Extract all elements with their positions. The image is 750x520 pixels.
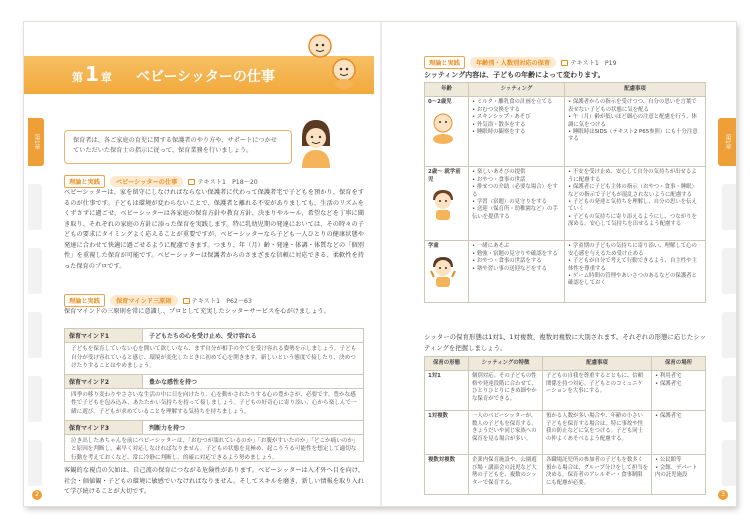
text-reference: テキスト1 P19 <box>561 58 616 67</box>
side-tab-ghost <box>28 184 42 230</box>
column-header: 年齢 <box>425 83 469 97</box>
notes-cell: 預かる人数が多い場合や、年齢の小さい子どもを保育する場合は、特に事故や怪我の防止などに気をつける。子ども同士の仲よくあそべるよう配慮する。 <box>543 411 652 455</box>
column-header: 保育の場所 <box>652 357 706 371</box>
page-number: 3 <box>718 490 728 500</box>
side-tab-ghost <box>28 440 42 486</box>
table-row <box>425 371 706 411</box>
side-tab-ghost <box>722 248 736 294</box>
column-header: シッティングの特徴 <box>469 357 543 371</box>
mind-row <box>65 329 363 343</box>
age-label: 2歳～ 就学前児 <box>428 169 461 183</box>
age-label: 0～2歳児 <box>428 99 452 106</box>
mind-title: 子どもたちの心を受け止め、受け容れる <box>149 333 257 340</box>
section-subtitle: 年齢別・人数別対応の保育 <box>470 57 556 68</box>
side-tab-ghost <box>722 312 736 358</box>
side-tab-chapter: 第1章 <box>718 118 736 166</box>
book-icon <box>183 298 190 304</box>
page-number: 2 <box>32 490 42 500</box>
book-spread <box>24 22 736 506</box>
body-paragraph: 客観的な視点の欠如は、自己流の保育につながる危険性があります。ベビーシッターは入才外へ目を向け、社会・価値観・子どもの環境に敏感でいなければなりません。そしてスキルを磨き、新しい情報を取り入れて学び続けることが大切です。 <box>64 467 364 495</box>
notes-cell: • 保護者からの指示を受けつつ、自分の思いを言葉で表せない子どもの状態に気を配る • 午（月）齢が低いほど細心の注意と配慮を行う。体調に気をつける • 睡眠時はSIDS（テキスト2 P65参照）にも十分注意する <box>565 97 706 167</box>
body-paragraph: シッターの保育形態は1対1、1対複数、複数対複数に大別されます。それぞれの形態に応じたシッティングを把握しましょう。 <box>424 333 706 352</box>
form-cell: 1対1 <box>425 371 469 411</box>
feature-cell: 企業内保育施設や、公園遊び場・講演会の託児など大勢の子どもを、複数のシッターで保育する。 <box>469 455 543 495</box>
mind-title: 判断力を持つ <box>149 424 186 432</box>
text-reference: テキスト1 P18～20 <box>188 177 257 186</box>
caregiver-icon <box>296 116 336 168</box>
notes-cell: 子どもの自我を尊重するとともに、信頼関係を持つ対応。子どもとのコミュニケーションを大事にする。 <box>543 371 652 411</box>
chapter-number: 1 <box>85 62 99 86</box>
child-icon <box>428 255 458 289</box>
form-cell: 複数対複数 <box>425 455 469 495</box>
notes-cell: • 不安を受け止め、安心して自分の気持ちが出せるように配慮する • 保護者に子ども主体の指示（おやつ・食事・睡眠）などの指示で子どもが混乱されないように配慮する • 子どもの発達と気持ちを理解し、自分の思いを伝えていく • 子どもの気持ちに寄り添えるようにし、つながりを深める。安心して気持ちを出せるよう配慮する <box>565 167 706 241</box>
intro-box: 保育者は、各ご家庭の育児に関する保護者のやり方や、サポートにつかせていただいた保育士の指示に従って、保育業務を行いましょう。 <box>64 130 292 164</box>
sitting-cell: • 一緒にあそぶ • 勉強・宿題の見守りや確認をする • おやつ・食事の世話をする • 塾や習い事の送迎などをする <box>469 241 565 303</box>
table-row <box>425 411 706 455</box>
place-cell: • 保護者宅 <box>652 411 706 455</box>
side-tab-ghost <box>722 184 736 230</box>
place-cell: • 公民館等 • 会館、デパート内の託児施設 <box>652 455 706 495</box>
chapter-label <box>72 62 112 86</box>
section-tag: 理論と実践 <box>424 56 465 69</box>
feature-cell: 個別対応。その子どもの性格や発達段階に合わせて、ひとりひとりにきめ細やかな保育ができる。 <box>469 371 543 411</box>
text-reference: テキスト1 P62～63 <box>183 296 252 305</box>
column-header: 配慮事項 <box>543 357 652 371</box>
mind-title: 豊かな感性を持つ <box>149 378 198 386</box>
column-header: 保育の形態 <box>425 357 469 371</box>
column-header: シッティング <box>469 83 565 97</box>
age-label: 学童 <box>428 243 439 250</box>
mind-row <box>65 421 363 435</box>
feature-cell: 一人のベビーシッターが、数人の子どもを保育する。きょうだいや同じ家族への保育を見る場合が多い。 <box>469 411 543 455</box>
mind-body: 泣き出したあちゃんを前にベビーシッターは、「おむつが濡れているのか」「お腹がすいたのか」「どこか痛いのか」と原因を判断し、素早く対応しなければなりません。子どもの状態を見極め、起こりうる可能性を想定して適切な行動を考えておくなど、常に冷静に判断し、的確に対応できるよう努めましょう。 <box>71 437 357 461</box>
notes-cell: 各職場託児所の参加者の子どもを数多く預かる場合は、グループ分けをして担当を決める。保育者のアレルギー・食事制限にも配慮が必要。 <box>543 455 652 495</box>
body-paragraph: ベビーシッターは、家を留守にしなければならない保護者に代わって保護者宅で子どもを預かり、保育をするのが仕事です。子どもは環境が変わらないことで、保護者と離れる不安がありましても、生活のリズムをくずさずに過ごせ、ベビーシッターは各家庭の保育方針や教育方針、決まりやルール、希望などを丁寧に聞き取り、それぞれの家庭の方針に添った保育を実践します。特に乳幼児期の発達においては、その時々の子どもの要求にタイミングよく応えることが重要ですが、ベビーシッターなら子ども一人ひとりの健康状態や発達に合わせて快適に過ごせるように配慮できます。つまり、年（月）齢・発達・体調・体質などの「個別性」を重視した保育が可能です。ベビーシッターは保護者からのさまざまな信頼に対応できる、柔軟性を持った保育のプロです。 <box>64 189 364 270</box>
table-row <box>425 167 706 241</box>
table-row <box>425 455 706 495</box>
mind-label: 保育マインド3 <box>65 421 143 434</box>
form-table <box>424 356 706 495</box>
side-tab-ghost <box>722 376 736 422</box>
section-tag: 理論と実践 <box>64 175 105 188</box>
section-subtitle: ベビーシッターの仕事 <box>110 176 183 187</box>
table-header-row <box>425 83 706 97</box>
table-row <box>425 97 706 167</box>
mind-body: 子どもを保育していない心を開いて欲しいなら、まず自分が相手の全てを受け容れる姿勢を示しましょう。子ども自分が受け容れていると感じ、環境が変化したときに初めて心を開きます。新しいという態度で接したり、決めつけたりすることはやめましょう。 <box>65 343 363 375</box>
right-page <box>382 22 736 506</box>
chapter-suffix: 章 <box>100 71 112 84</box>
sitting-cell: • 楽しいあそびの提供 • おやつ・食事の世話 • 排せつの介助（必要な場合）をする • 学習（宿題）の見守りをする • 送迎（保育所・幼稚園など）の手伝いを提供する <box>469 167 565 241</box>
chapter-prefix: 第 <box>72 71 83 84</box>
side-tab-ghost <box>28 248 42 294</box>
form-cell: 1対複数 <box>425 411 469 455</box>
chapter-title: ベビーシッターの仕事 <box>136 69 275 85</box>
book-icon <box>188 179 195 185</box>
age-cell <box>425 97 469 167</box>
age-cell <box>425 241 469 303</box>
section-heading <box>424 56 617 69</box>
side-tab-ghost <box>722 440 736 486</box>
side-tab-ghost <box>28 376 42 422</box>
section-heading <box>64 294 252 307</box>
baby-icon <box>428 111 458 145</box>
mind-row <box>65 375 363 389</box>
sitting-cell: • ミルク・離乳食の計画を立てる • おむつ交換をする • スキンシップ・あそび • 外気浴・散歩をする • 睡眠時の観察をする <box>469 97 565 167</box>
mind-label: 保育マインド2 <box>65 375 143 388</box>
place-cell: • 利用者宅 • 保護者宅 <box>652 371 706 411</box>
book-icon <box>561 60 568 66</box>
notes-cell: • 学童期の子どもの気持ちに寄り添い、理解して心の安心感を与えるため受け止める • 子どもが自分で考えて行動できるよう、自主性や主体性を尊重する • ゲーム時間の管理やあいさつのあるなどの保護者と確認をしておく <box>565 241 706 303</box>
side-tab-ghost <box>28 312 42 358</box>
mind-label: 保育マインド1 <box>65 329 143 342</box>
table-header-row <box>425 357 706 371</box>
baby-illustration-icon <box>302 28 362 90</box>
body-paragraph: 保育マインドの三原則を常に意識し、プロとして充実したシッターサービスを心がけましょう。 <box>64 308 330 315</box>
table-row <box>425 241 706 303</box>
toddler-icon <box>428 188 458 222</box>
mind-body: 四季の移り変わりやささいな生活の中に日を向けたり、心を動かされたりする心の豊かさが、必要です。豊かな感性で子どもを包み込み、あたたかい気持ちを持って接しましょう。子どもの好奇心に寄り添い、心から楽しんで一緒に遊び、子どもが求めていることを理解する気持ちを持ちましょう。 <box>65 389 363 421</box>
section-tag: 理論と実践 <box>64 294 105 307</box>
column-header: 配慮事項 <box>565 83 706 97</box>
section-subtitle: 保育マインド三原則 <box>110 295 178 306</box>
left-page <box>24 22 380 506</box>
age-cell <box>425 167 469 241</box>
section-heading <box>64 175 258 188</box>
age-table <box>424 82 706 303</box>
side-tab-chapter: 第1章 <box>28 118 44 166</box>
table-caption: シッティング内容は、子どもの年齢によって変わります。 <box>424 71 605 79</box>
mind-principles-box <box>64 328 364 462</box>
